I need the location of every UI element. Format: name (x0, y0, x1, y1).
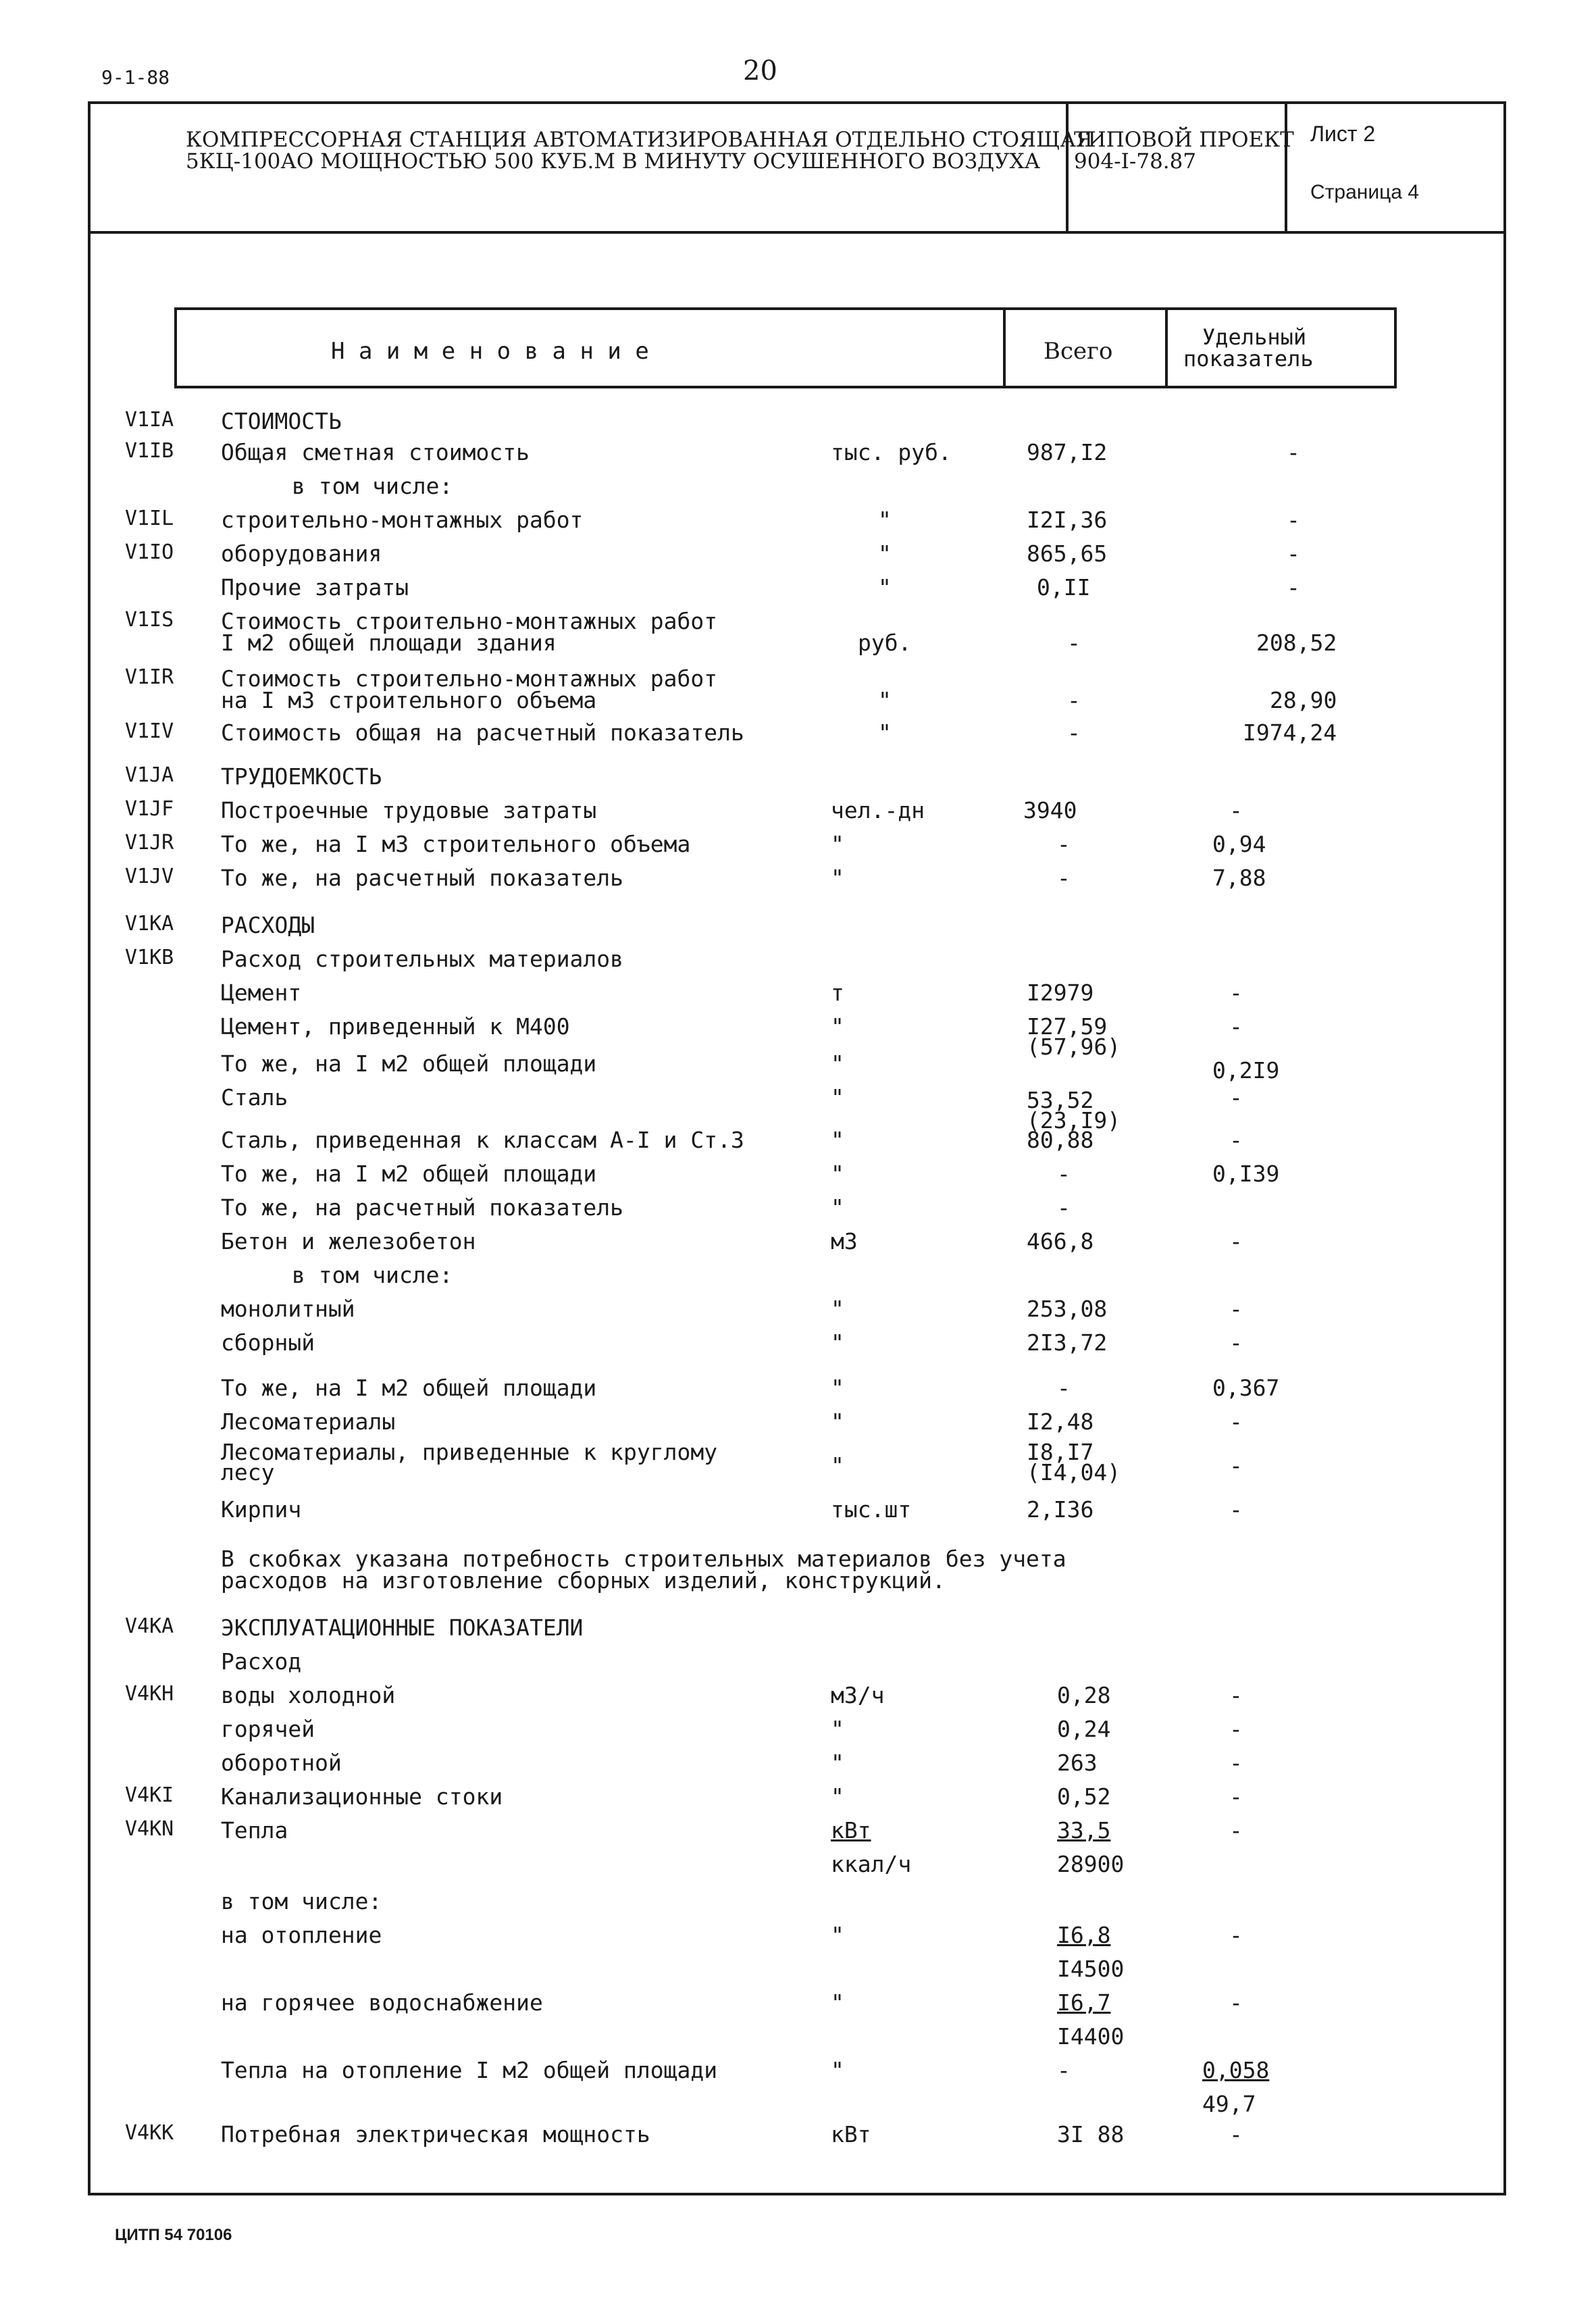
row-name: I м2 общей площади здания (221, 630, 557, 656)
row-unit: " (831, 1452, 844, 1479)
table-row (0, 439, 1596, 469)
row-specific-value: - (1229, 1682, 1243, 1708)
row-name: ТРУДОЕМКОСТЬ (221, 763, 382, 790)
note-line1: В скобках указана потребность строительных материалов без учета (221, 1546, 1066, 1572)
row-unit: " (878, 719, 892, 746)
row-total: 2,I36 (1027, 1496, 1094, 1523)
row-total: 3940 (1023, 797, 1077, 823)
row-name: Кирпич (221, 1496, 302, 1523)
row-code: V1IA (125, 408, 174, 432)
row-name: строительно-монтажных работ (221, 507, 584, 533)
row-specific-value: - (1229, 1228, 1243, 1254)
row-specific-value: 0,058 (1202, 2057, 1270, 2083)
row-unit: " (831, 1375, 844, 1401)
row-name: То же, на расчетный показатель (221, 1194, 624, 1221)
row-unit: " (831, 1408, 844, 1435)
table-row (0, 1648, 1596, 1678)
document-code: 9-1-88 (101, 66, 170, 88)
row-code: V1JF (125, 797, 174, 821)
row-unit: " (878, 574, 892, 601)
footer-code: ЦИТП 54 70106 (115, 2226, 232, 2244)
project-label: ТИПОВОЙ ПРОЕКТ (1074, 128, 1294, 152)
header-specific-1: Удельный (1202, 324, 1307, 350)
row-code: V1IB (125, 439, 174, 463)
table-row (0, 1050, 1596, 1084)
row-unit: " (831, 1922, 844, 1948)
table-row (0, 473, 1596, 503)
row-name: Цемент (221, 980, 302, 1006)
row-unit: кВт (831, 1817, 871, 1844)
row-specific-value: - (1229, 2121, 1243, 2147)
table-row (0, 719, 1596, 749)
row-unit: " (831, 1716, 844, 1742)
row-name: Стоимость строительно-монтажных работ (221, 665, 718, 692)
row-specific-value: - (1229, 1296, 1243, 1322)
note-line2: расходов на изготовление сборных изделий, конструкций. (221, 1567, 946, 1594)
row-specific-value: 0,94 (1212, 831, 1266, 857)
table-row (0, 763, 1596, 793)
row-name: в том числе: (221, 1888, 382, 1914)
row-total: 0,28 (1057, 1682, 1111, 1708)
row-name: ЭКСПЛУАТАЦИОННЫЕ ПОКАЗАТЕЛИ (221, 1615, 584, 1641)
row-unit: " (831, 1050, 844, 1077)
table-row (0, 1194, 1596, 1224)
table-row (0, 1817, 1596, 1877)
table-row (0, 1439, 1596, 1485)
page-number: 20 (743, 55, 777, 86)
row-total: 33,5 (1057, 1817, 1111, 1844)
row-unit: т (831, 980, 844, 1006)
row-code: V4KH (125, 1682, 174, 1706)
row-specific-value: 7,88 (1212, 865, 1266, 891)
row-specific-value: - (1229, 1989, 1243, 2016)
row-name: оборотной (221, 1750, 342, 1776)
row-code: V1IO (125, 540, 174, 564)
row-name: сборный (221, 1329, 315, 1356)
row-specific-value: - (1229, 1408, 1243, 1435)
row-code: V4KA (125, 1615, 174, 1638)
row-total: I4500 (1057, 1956, 1125, 1982)
row-name: Цемент, приведенный к М400 (221, 1013, 570, 1040)
table-row (0, 946, 1596, 975)
row-total: I2979 (1027, 980, 1094, 1006)
row-name: То же, на I м2 общей площади (221, 1161, 597, 1187)
row-specific-value: - (1229, 797, 1243, 823)
row-unit: " (831, 1013, 844, 1040)
row-name: в том числе: (292, 473, 453, 499)
project-title-line1: КОМПРЕССОРНАЯ СТАНЦИЯ АВТОМАТИЗИРОВАННАЯ ОТДЕЛЬНО СТОЯЩАЯ (186, 128, 1093, 152)
row-name: монолитный (221, 1296, 355, 1322)
row-unit: " (831, 1084, 844, 1111)
row-specific-value: 0,2I9 (1212, 1057, 1280, 1084)
row-total: - (1057, 865, 1071, 891)
row-name: Общая сметная стоимость (221, 439, 530, 465)
row-total: - (1057, 1375, 1071, 1401)
table-row (0, 912, 1596, 942)
row-unit: чел.-дн (831, 797, 925, 823)
table-row (0, 1262, 1596, 1292)
table-row (0, 980, 1596, 1009)
row-total: 263 (1057, 1750, 1098, 1776)
row-total: I27,59 (1027, 1013, 1108, 1040)
row-unit: " (878, 507, 892, 533)
row-name: на горячее водоснабжение (221, 1989, 543, 2016)
row-specific-value: - (1229, 1716, 1243, 1742)
table-row (0, 1013, 1596, 1060)
row-total: (57,96) (1027, 1034, 1121, 1060)
row-unit: " (831, 1296, 844, 1322)
row-name: Тепла (221, 1817, 288, 1844)
row-total: I2I,36 (1027, 507, 1108, 533)
row-name: СТОИМОСТЬ (221, 408, 342, 434)
table-row (0, 1989, 1596, 2050)
row-specific-value: - (1287, 540, 1300, 567)
row-name: Канализационные стоки (221, 1783, 503, 1810)
row-unit: " (831, 2057, 844, 2083)
row-specific-value: 0,I39 (1212, 1161, 1280, 1187)
row-total: (I4,04) (1027, 1459, 1121, 1485)
row-total: 0,II (1037, 574, 1091, 601)
table-row (0, 1228, 1596, 1258)
row-name: воды холодной (221, 1682, 396, 1708)
table-row (0, 1408, 1596, 1438)
table-row (0, 831, 1596, 861)
row-total: 0,52 (1057, 1783, 1111, 1810)
row-code: V4KN (125, 1817, 174, 1841)
row-name: Расход строительных материалов (221, 946, 624, 972)
header-specific-2: показатель (1183, 346, 1314, 372)
table-row (0, 1127, 1596, 1156)
row-total: I6,7 (1057, 1989, 1111, 2016)
sheet-number: Лист 2 (1310, 122, 1376, 146)
row-name: То же, на I м2 общей площади (221, 1375, 597, 1401)
table-row (0, 1496, 1596, 1526)
row-total: 28900 (1057, 1851, 1125, 1877)
row-total: I4400 (1057, 2023, 1125, 2050)
row-code: V1IS (125, 608, 174, 632)
row-total: 80,88 (1027, 1127, 1094, 1153)
row-name: То же, на I м3 строительного объема (221, 831, 691, 857)
table-row (0, 2121, 1596, 2151)
row-total: - (1057, 1194, 1071, 1221)
row-name: Лесоматериалы, приведенные к круглому (221, 1439, 718, 1465)
row-unit: " (831, 1329, 844, 1356)
row-unit: " (831, 831, 844, 857)
table-row (0, 865, 1596, 894)
row-specific-value: - (1229, 1783, 1243, 1810)
row-specific-value: 0,367 (1212, 1375, 1280, 1401)
row-name: То же, на I м2 общей площади (221, 1050, 597, 1077)
row-unit: руб. (858, 630, 912, 656)
table-row (0, 408, 1596, 438)
row-specific-value: - (1229, 980, 1243, 1006)
row-specific-value: - (1229, 1452, 1243, 1479)
table-row (0, 1922, 1596, 1982)
row-code: V4KI (125, 1783, 174, 1807)
row-total: - (1057, 1161, 1071, 1187)
row-unit: " (878, 687, 892, 713)
row-name: Тепла на отопление I м2 общей площади (221, 2057, 718, 2083)
table-row (0, 507, 1596, 536)
row-total: 2I3,72 (1027, 1329, 1108, 1356)
row-name: Лесоматериалы (221, 1408, 396, 1435)
row-specific-value: - (1229, 1084, 1243, 1111)
table-row (0, 1296, 1596, 1325)
table-row (0, 574, 1596, 604)
row-total: - (1057, 2057, 1071, 2083)
table-row (0, 1615, 1596, 1644)
row-unit: " (831, 1161, 844, 1187)
row-total: 3I 88 (1057, 2121, 1125, 2147)
row-name: в том числе: (292, 1262, 453, 1288)
table-row (0, 1750, 1596, 1779)
row-unit: " (831, 1194, 844, 1221)
table-row (0, 1329, 1596, 1359)
row-total: I8,I7 (1027, 1439, 1094, 1465)
row-total: 253,08 (1027, 1296, 1108, 1322)
table-row (0, 1682, 1596, 1712)
row-specific-value: - (1287, 439, 1300, 465)
table-row (0, 797, 1596, 827)
row-name: на I м3 строительного объема (221, 687, 597, 713)
row-name: лесу (221, 1459, 275, 1485)
row-unit: ккал/ч (831, 1851, 912, 1877)
row-specific-value: - (1229, 1922, 1243, 1948)
row-name: Сталь (221, 1084, 288, 1111)
row-name: Прочие затраты (221, 574, 409, 601)
row-unit: " (831, 1127, 844, 1153)
row-name: на отопление (221, 1922, 382, 1948)
row-name: Расход (221, 1648, 302, 1675)
row-code: V1IV (125, 719, 174, 743)
row-name: То же, на расчетный показатель (221, 865, 624, 891)
row-name: горячей (221, 1716, 315, 1742)
row-total: 466,8 (1027, 1228, 1094, 1254)
row-unit: м3 (831, 1228, 858, 1254)
row-specific-value: - (1287, 507, 1300, 533)
table-row (0, 1084, 1596, 1134)
table-row (0, 1375, 1596, 1404)
table-row (0, 1888, 1596, 1918)
row-specific-value: - (1287, 574, 1300, 601)
row-unit: тыс.шт (831, 1496, 912, 1523)
row-code: V1JR (125, 831, 174, 855)
row-specific-value: 28,90 (1270, 687, 1337, 713)
table-row (0, 1716, 1596, 1746)
row-code: V1KB (125, 946, 174, 969)
row-specific-value: I974,24 (1243, 719, 1337, 746)
row-name: Стоимость общая на расчетный показатель (221, 719, 744, 746)
row-unit: кВт (831, 2121, 871, 2147)
table-row (0, 608, 1596, 656)
header-name: Н а и м е н о в а н и е (331, 338, 649, 365)
row-specific-value: 208,52 (1256, 630, 1337, 656)
row-name: Стоимость строительно-монтажных работ (221, 608, 718, 634)
row-specific-value: 49,7 (1202, 2091, 1256, 2117)
row-total: (23,I9) (1027, 1107, 1121, 1134)
row-total: - (1057, 831, 1071, 857)
project-title-line2: 5КЦ-100АО МОЩНОСТЬЮ 500 КУБ.М В МИНУТУ ОСУШЕННОГО ВОЗДУХА (186, 149, 1041, 174)
row-unit: " (831, 865, 844, 891)
row-name: Сталь, приведенная к классам А-I и Ст.3 (221, 1127, 744, 1153)
page-of-sheet: Страница 4 (1310, 181, 1419, 203)
row-total: 987,I2 (1027, 439, 1108, 465)
row-code: V1IR (125, 665, 174, 689)
row-code: V1JA (125, 763, 174, 787)
row-unit: м3/ч (831, 1682, 885, 1708)
row-name: оборудования (221, 540, 382, 567)
row-total: 865,65 (1027, 540, 1108, 567)
row-specific-value: - (1229, 1127, 1243, 1153)
row-specific-value: - (1229, 1013, 1243, 1040)
row-code: V1IL (125, 507, 174, 530)
row-name: Построечные трудовые затраты (221, 797, 597, 823)
row-specific-value: - (1229, 1750, 1243, 1776)
table-row (0, 540, 1596, 570)
table-row (0, 1783, 1596, 1813)
table-row (0, 665, 1596, 713)
table-row (0, 1161, 1596, 1190)
row-specific-value: - (1229, 1817, 1243, 1844)
row-unit: тыс. руб. (831, 439, 952, 465)
header-total: Всего (1044, 338, 1113, 365)
row-total: - (1067, 687, 1081, 713)
row-total: - (1067, 719, 1081, 746)
row-name: Бетон и железобетон (221, 1228, 476, 1254)
row-code: V4KK (125, 2121, 174, 2145)
table-row (0, 2057, 1596, 2117)
row-name: РАСХОДЫ (221, 912, 315, 938)
row-code: V1JV (125, 865, 174, 888)
project-number: 904-I-78.87 (1074, 149, 1197, 174)
row-total: I6,8 (1057, 1922, 1111, 1948)
row-total: - (1067, 630, 1081, 656)
row-specific-value: - (1229, 1496, 1243, 1523)
row-total: 53,52 (1027, 1087, 1094, 1113)
row-unit: " (878, 540, 892, 567)
row-total: I2,48 (1027, 1408, 1094, 1435)
row-unit: " (831, 1750, 844, 1776)
row-total: 0,24 (1057, 1716, 1111, 1742)
row-specific-value: - (1229, 1329, 1243, 1356)
row-name: Потребная электрическая мощность (221, 2121, 650, 2147)
row-code: V1KA (125, 912, 174, 936)
row-unit: " (831, 1989, 844, 2016)
row-unit: " (831, 1783, 844, 1810)
